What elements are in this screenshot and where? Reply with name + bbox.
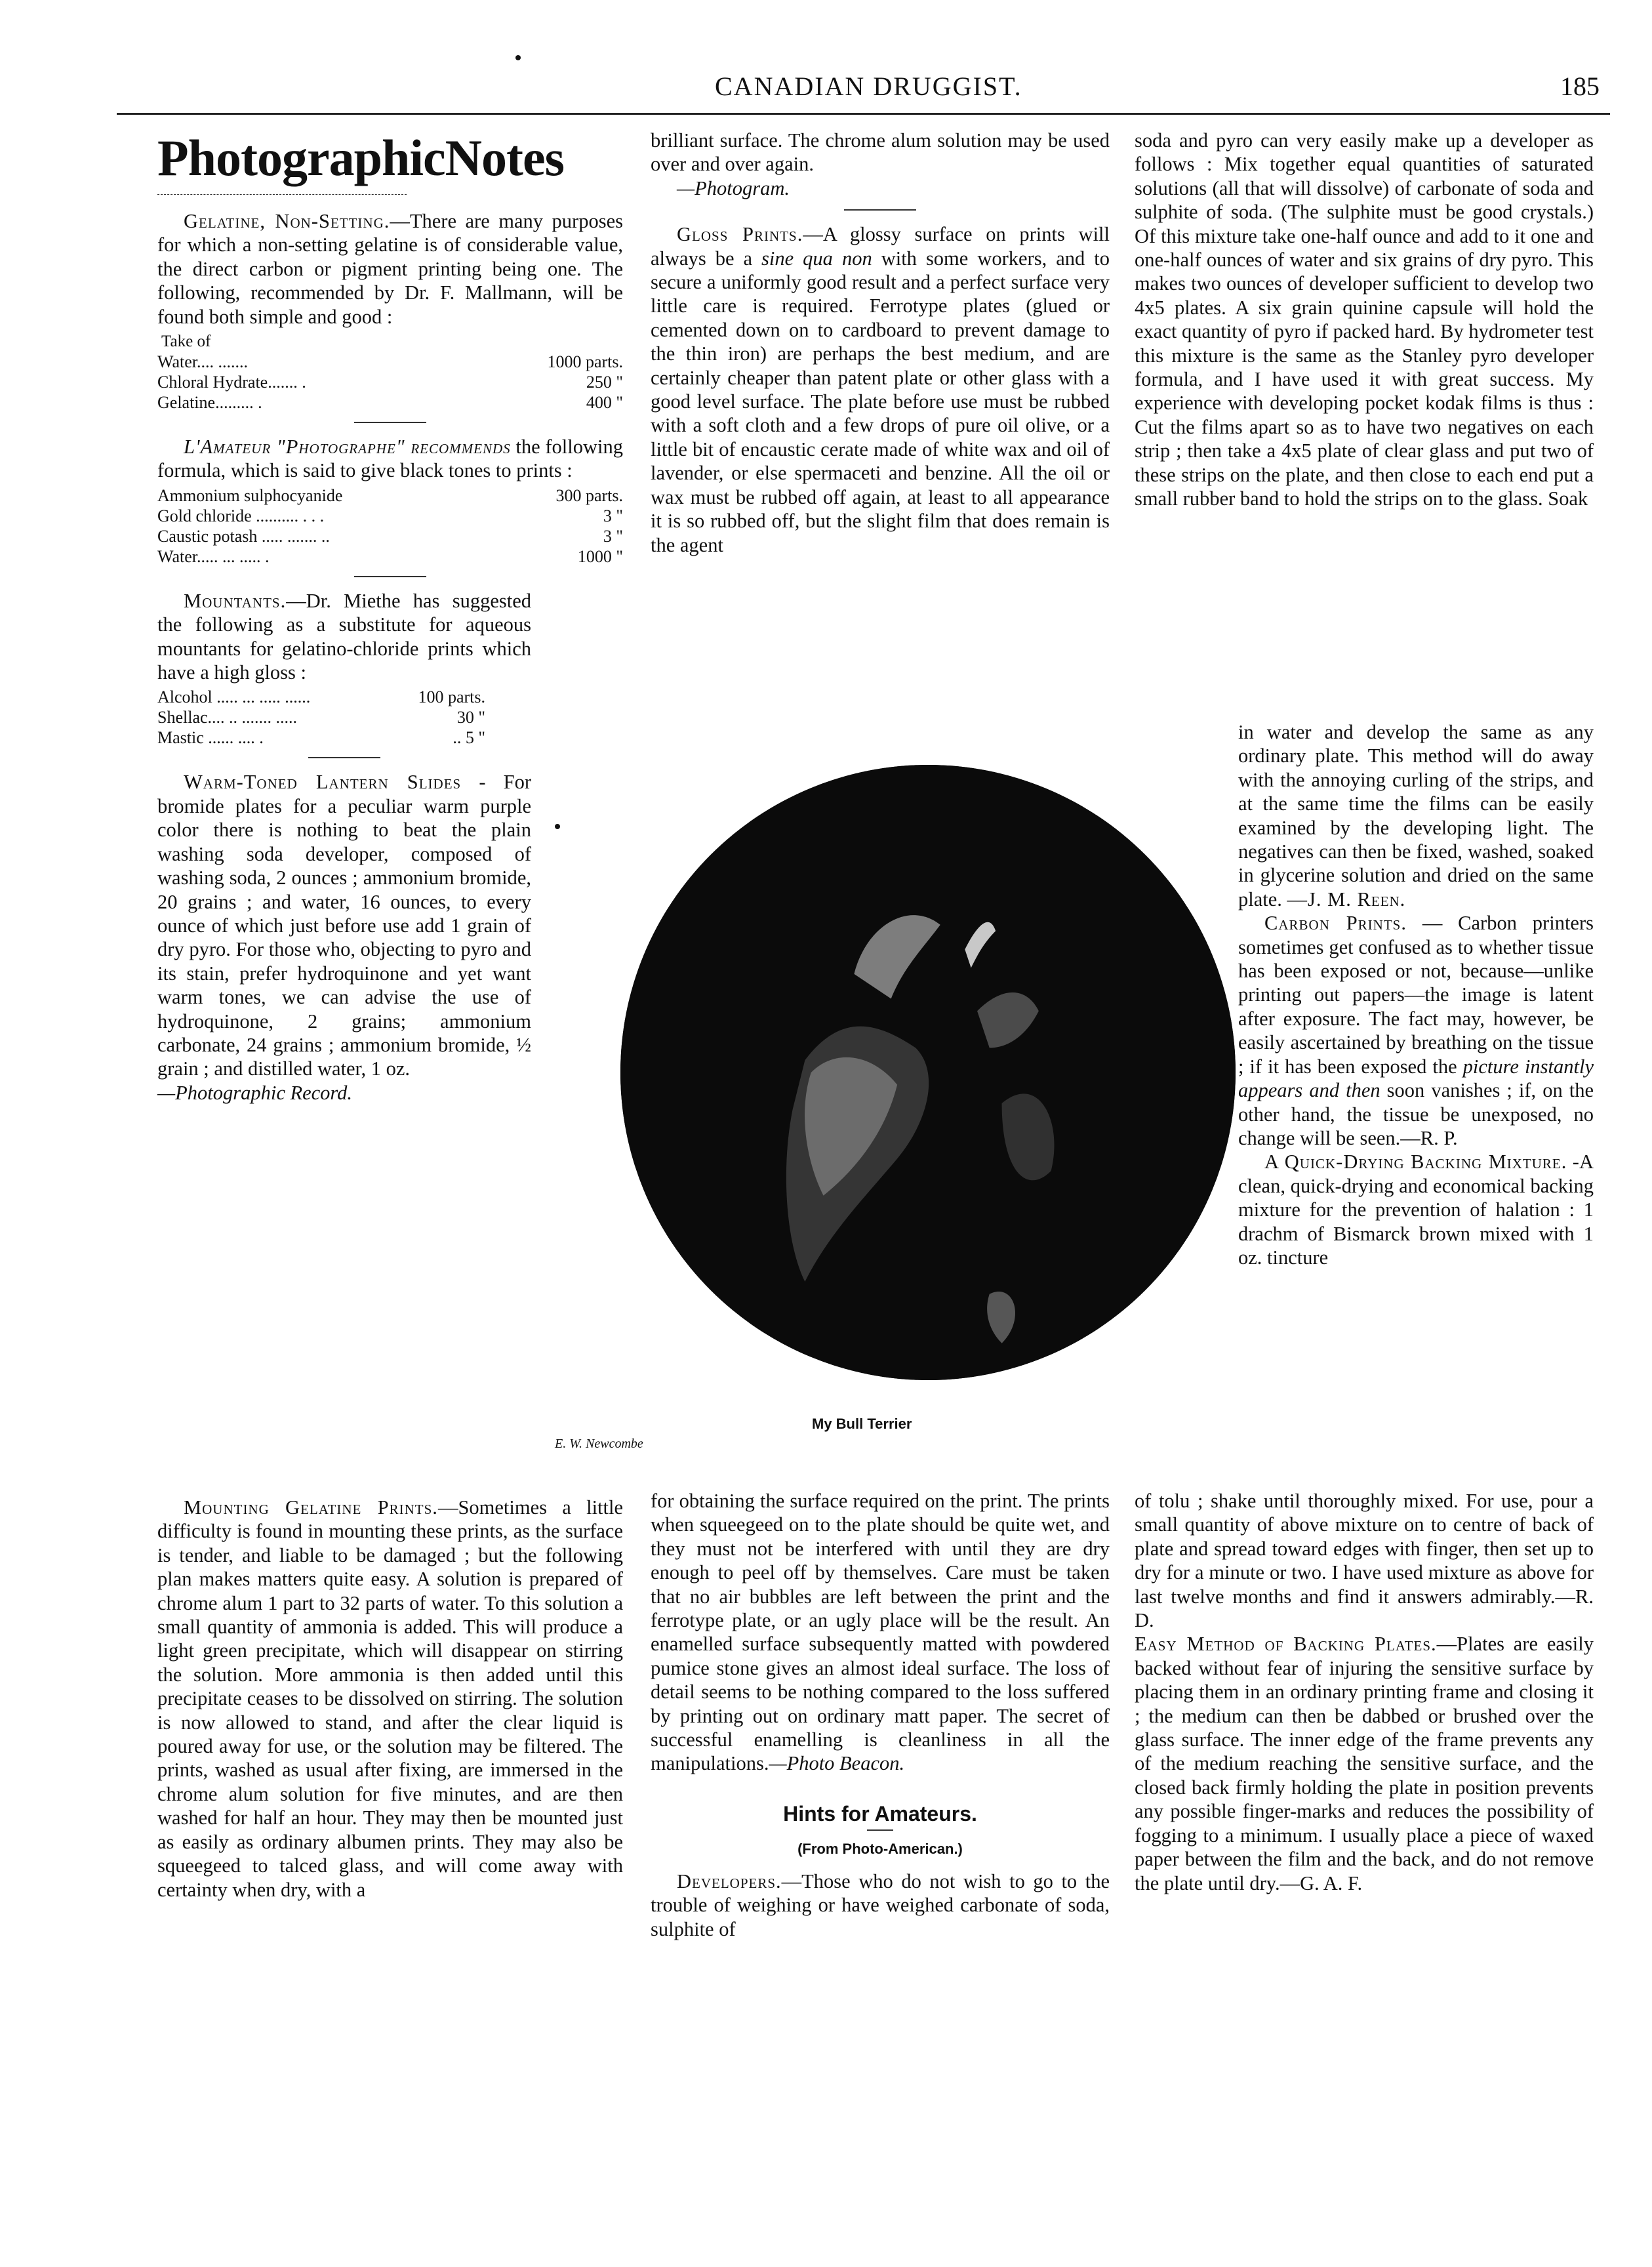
- column-1-bottom: [157, 1496, 623, 1902]
- column-1: [157, 129, 623, 1105]
- title-divider: [157, 194, 407, 195]
- signature: —J. M. Reen.: [1287, 888, 1406, 910]
- photo-image: [620, 765, 1236, 1380]
- paragraph-text: soda and pyro can very easily make up a developer as follows : Mix together equal quantities of saturated solutions (all that will dissolve) of carbonate of soda and sulphite of soda. (The sulphite must be good crystals.) Of this mixture take one-half ounce and add to it one and one-half ounces of water and six grains of dry pyro. This makes two ounces of developer sufficient to develop two 4x5 plates. A six grain quinine capsule will hold the exact quantity of pyro if packed hard. By hydrometer test this mixture is the same as the Stanley pyro developer formula, and I have used it with great success. My experience with developing pocket kodak films is thus : Cut the films apart so as to have two negatives on each strip ; then take a 4x5 plate of clear glass and put two of these strips on the plate, and then close to each end put a small rubber band to hold the strips on to the glass. Soak: [1135, 129, 1594, 510]
- recipe-label: Chloral Hydrate....... .: [157, 373, 306, 392]
- column-3-bottom: [1135, 1489, 1594, 1895]
- column-3: [1135, 129, 1594, 511]
- source-citation: —Photogram.: [677, 176, 790, 199]
- paragraph-backing-mixture: [1238, 1150, 1594, 1269]
- page-header: [157, 71, 1600, 110]
- italic-phrase: picture instantly appears and then: [1238, 1055, 1594, 1102]
- recipe-row: [157, 687, 485, 707]
- recipe-amount: 1000 ": [577, 546, 623, 566]
- recipe-row: [157, 707, 485, 727]
- section-divider: [354, 576, 426, 577]
- paragraph-source: [651, 176, 1110, 200]
- paragraph-developers: [651, 1869, 1110, 1941]
- paragraph-text: for obtaining the surface required on the print. The prints when squeegeed on to the plate should be quite wet, and they must not be interfered with until they are dry enough to peel off by themselves. Care must be taken that no air bubbles are left between the print and the ferrotype plate, or an ugly place will be the result. An enamelled surface subsequently matted with powdered pumice stone gives an almost ideal surface. The loss of detail seems to be nothing compared to the loss suffered by printing out on ordinary matt paper. The secret of successful enamelling is cleanliness in all the manipulations.: [651, 1490, 1110, 1775]
- recipe-label: Ammonium sulphocyanide: [157, 485, 343, 505]
- paragraph-gloss-prints: [651, 222, 1110, 557]
- paragraph-text: in water and develop the same as any ordinary plate. This method will do away with the annoying curling of the strips, and at the same time the films can be easily examined by the developing light. The negatives can then be fixed, washed, soaked in glycerine solution and dried on the same plate.: [1238, 721, 1594, 910]
- paragraph-text: - For bromide plates for a peculiar warm purple color there is nothing to beat the plain washing soda developer, composed of washing soda, 2 ounces ; ammonium bromide, 20 grains ; and water, 16 ounces, to every ounce of which just before use add 1 grain of dry pyro. For those who, objecting to pyro and its stain, prefer hydroquinone and yet want warm tones, we can advise the use of hydroquinone, 2 grains; ammonium carbonate, 24 grains ; ammonium bromide, ½ grain ; and distilled water, 1 oz.: [157, 771, 531, 1080]
- recipe-amount: .. 5 ": [453, 728, 485, 748]
- recipe-label: Caustic potash ..... ....... ..: [157, 526, 330, 546]
- column-2: [651, 129, 1110, 557]
- bull-terrier-photo: [620, 765, 1236, 1380]
- recipe-amount: 400 ": [586, 393, 623, 413]
- paragraph-lead: Gelatine, Non-Setting.: [184, 210, 390, 232]
- paragraph-text: brilliant surface. The chrome alum solution may be used over and over again.: [651, 129, 1110, 176]
- recipe-amount: 30 ": [456, 708, 485, 727]
- source-citation: —Photo Beacon.: [769, 1752, 905, 1775]
- recipe-label: Gold chloride .......... . . .: [157, 506, 325, 525]
- recipe-row: [157, 526, 623, 546]
- section-divider: [308, 757, 380, 758]
- recipe-gelatine: [157, 331, 623, 413]
- recipe-row: [157, 546, 623, 567]
- paragraph-lead: Mountants.: [184, 589, 287, 612]
- recipe-row: [157, 485, 623, 506]
- section-title: PhotographicNotes: [157, 129, 564, 186]
- paragraph-text: of tolu ; shake until thoroughly mixed. For use, pour a small quantity of above mixture on to centre of back of plate and spread toward edges with finger, then set up to dry for a minute or two. I have used mixture as above for last twelve months and find it answers admirably.—R. D.: [1135, 1490, 1594, 1632]
- recipe-amount: 250 ": [586, 373, 623, 392]
- paragraph-text: —Dr. Miethe has suggested the following as a substitute for aqueous mountants for gelatino-chloride prints which have a high gloss :: [157, 589, 531, 684]
- hints-subheading: (From Photo-American.): [797, 1841, 963, 1858]
- recipe-label: Alcohol ..... ... ..... ......: [157, 687, 311, 707]
- paragraph-text: —Plates are easily backed without fear of injuring the sensitive surface by placing them in an ordinary printing frame and closing it ; the medium can then be dabbed or brushed over the glass surface. The inner edge of the frame prevents any of the medium reaching the sensitive surface, and the closed back firmly holding the plate in position prevents any possible finger-marks and reduces the possibility of fogging to a minimum. I usually place a piece of waxed paper between the film and the back, and do not remove the plate until dry.—G. A. F.: [1135, 1633, 1594, 1894]
- recipe-label: Mastic ...... .... .: [157, 728, 264, 748]
- mountants-block: [157, 589, 531, 1105]
- paragraph-lead: L'Amateur "Photographe" recommends: [184, 436, 511, 459]
- recipe-row: [157, 392, 623, 413]
- paragraph-text: —A glossy surface on prints will always be a: [651, 223, 1110, 270]
- paragraph-lead: Easy Method of Backing Plates.: [1135, 1633, 1437, 1656]
- recipe-amount: 3 ": [603, 526, 623, 546]
- recipe-black-tones: [157, 485, 623, 567]
- paragraph-lead: Carbon Prints.: [1264, 912, 1407, 935]
- figure-caption: My Bull Terrier: [812, 1416, 912, 1432]
- ink-speck: [515, 55, 521, 60]
- paragraph-lead: Developers.: [677, 1869, 782, 1892]
- paragraph-continued: [1135, 1489, 1594, 1632]
- column-2-bottom: [651, 1489, 1110, 1941]
- running-title: CANADIAN DRUGGIST.: [715, 71, 1022, 101]
- recipe-amount: 3 ": [603, 506, 623, 525]
- paragraph-amateur: [157, 435, 623, 483]
- recipe-row: [157, 372, 623, 392]
- paragraph-lead: A Quick-Drying Backing Mixture.: [1264, 1151, 1567, 1174]
- recipe-mountant: [157, 687, 485, 748]
- recipe-amount: 1000 parts.: [547, 352, 623, 372]
- recipe-amount: 100 parts.: [418, 687, 485, 707]
- hints-heading: Hints for Amateurs.: [783, 1801, 977, 1826]
- recipe-label: Water.... .......: [157, 352, 248, 372]
- recipe-row: [157, 506, 623, 526]
- paragraph-text: —Sometimes a little difficulty is found in mounting these prints, as the surface is tender, and liable to be damaged ; but the following plan makes matters quite easy. A solution is prepared of chrome alum 1 part to 32 parts of water. To this solution a small quantity of ammonia is added. This will produce a light green precipitate, which will disappear on stirring the solution. More ammonia is then added until this precipitate ceases to be dissolved on stirring. The solution is now allowed to stand, and after the clear liquid is poured away for use, or the solution may be filtered. The prints, washed as usual after fixing, are immersed in the chrome alum solution for five minutes, and are then washed for half an hour. They may then be mounted just as easily as ordinary albumen prints. They may also be squeegeed to talced glass, and will come away with certainty when dry, with a: [157, 1496, 623, 1901]
- paragraph-text: —There are many purposes for which a non-setting gelatine is of considerable value, the direct carbon or pigment printing being one. The following, recommended by Dr. F. Mallmann, will be found both simple and good :: [157, 210, 623, 328]
- paragraph-lead: Mounting Gelatine Prints.: [184, 1496, 438, 1519]
- paragraph-mountants: [157, 589, 531, 685]
- recipe-head: Take of: [161, 333, 211, 351]
- section-divider: [844, 209, 916, 211]
- recipe-label: Shellac.... .. ....... .....: [157, 708, 298, 727]
- paragraph-gelatine: [157, 209, 623, 329]
- paragraph-text: — Carbon printers sometimes get confused as to whether tissue has been exposed or not, because—unlike printing out papers—the image is latent after exposure. The fact may, however, be easily ascertained by breathing on the tissue ; if it has been exposed the: [1238, 912, 1594, 1078]
- header-rule: [117, 113, 1610, 115]
- paragraph-carbon-prints: [1238, 911, 1594, 1150]
- paragraph-continued: [1238, 720, 1594, 911]
- paragraph-lantern-slides: [157, 770, 531, 1080]
- figure: [574, 765, 1276, 1467]
- paragraph-text: -A clean, quick-drying and economical backing mixture for the prevention of halation : 1 drachm of Bismarck brown mixed with 1 oz. tincture: [1238, 1151, 1594, 1269]
- paragraph-text: soon vanishes ; if, on the other hand, the tissue be unexposed, no change will be seen.—R. P.: [1238, 1079, 1594, 1149]
- paragraph-text: —Those who do not wish to go to the trouble of weighing or have weighed carbonate of soda, sulphite of: [651, 1869, 1110, 1940]
- paragraph-lead: Gloss Prints.: [677, 223, 803, 246]
- paragraph-continued: [651, 1489, 1110, 1776]
- recipe-label: Water..... ... ..... .: [157, 546, 270, 566]
- recipe-amount: 300 parts.: [555, 485, 623, 505]
- paragraph-backing-plates: [1135, 1632, 1594, 1894]
- recipe-row: [157, 352, 623, 372]
- italic-phrase: sine qua non: [761, 247, 872, 270]
- recipe-label: Gelatine......... .: [157, 393, 262, 413]
- source-citation: —Photographic Record.: [157, 1081, 353, 1104]
- heading-divider: [867, 1829, 893, 1831]
- paragraph-lead: Warm-Toned Lantern Slides: [184, 771, 462, 794]
- photo-credit: E. W. Newcombe: [555, 1437, 643, 1451]
- paragraph-continued: [651, 129, 1110, 176]
- paragraph-text: the following formula, which is said to give black tones to prints :: [157, 436, 623, 482]
- paragraph-source: [157, 1081, 531, 1105]
- section-divider: [354, 422, 426, 423]
- column-3-inset: [1238, 720, 1594, 1269]
- page-number: 185: [1560, 71, 1600, 101]
- recipe-row: [157, 727, 485, 748]
- paragraph-text: with some workers, and to secure a uniformly good result and a perfect surface very little care is required. Ferrotype plates (glued or cemented down on to cardboard to prevent damage to the thin iron) are perhaps the best medium, and are certainly cheaper than patent plate or other glass with a good level surface. The plate before use must be rubbed with a soft cloth and a few drops of pure oil olive, or a little bit of encaustic cerate made of white wax and oil of lavender, or else spermaceti and benzine. All the oil or wax must be rubbed off again, at least to all appearance it is so rubbed off, but the slight film that does remain is the agent: [651, 247, 1110, 556]
- paragraph-continued: [1135, 129, 1594, 511]
- paragraph-mounting-prints: [157, 1496, 623, 1902]
